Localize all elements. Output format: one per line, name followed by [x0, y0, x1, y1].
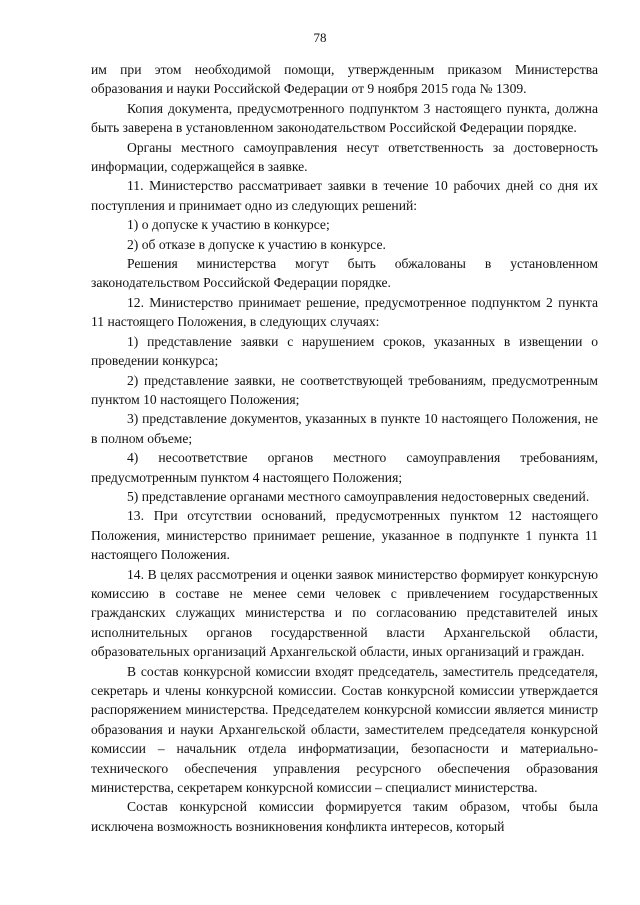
- list-item-12-5: 5) представление органами местного самоуправления недостоверных сведений.: [127, 488, 590, 504]
- paragraph-responsibility: Органы местного самоуправления несут ответственность за достоверность информации, содержащейся в заявке.: [91, 139, 598, 175]
- page-number: 78: [313, 30, 327, 45]
- paragraph-clause-13: 13. При отсутствии оснований, предусмотренных пунктом 12 настоящего Положения, министерство принимает решение, указанное в подпункте 1 пункта 11 настоящего Положения.: [91, 508, 598, 563]
- paragraph-copy-certification: Копия документа, предусмотренного подпунктом 3 настоящего пункта, должна быть заверена в установленном законодательством Российской Федерации порядке.: [91, 100, 598, 136]
- list-item-12-4: 4) несоответствие органов местного самоуправления требованиям, предусмотренным пунктом 4 настоящего Положения;: [91, 450, 598, 485]
- paragraph-conflict-of-interest: Состав конкурсной комиссии формируется таким образом, чтобы была исключена возможность возникновения конфликта интересов, который: [91, 799, 598, 834]
- list-item-12-1: 1) представление заявки с нарушением сроков, указанных в извещении о проведении конкурса;: [91, 333, 598, 369]
- list-item-11-1: 1) о допуске к участию в конкурсе;: [127, 217, 330, 233]
- paragraph-commission-composition: В состав конкурсной комиссии входят председатель, заместитель председателя, секретарь и члены конкурсной комиссии. Состав конкурсной комиссии утверждается распоряжением министерства. Председателем конкурсной комиссии является министр образования и науки Архангельской области, заместителем председателя конкурсной комиссии – начальник отдела информатизации, безопасности и материально-технического обеспечения управления ресурсного обеспечения образования министерства, секретарем конкурсной комиссии – специалист министерства.: [91, 663, 598, 796]
- document-body: [91, 60, 598, 836]
- paragraph-clause-12: 12. Министерство принимает решение, предусмотренное подпунктом 2 пункта 11 настоящего Положения, в следующих случаях:: [91, 294, 598, 330]
- paragraph-clause-11: 11. Министерство рассматривает заявки в течение 10 рабочих дней со дня их поступления и принимает одно из следующих решений:: [91, 178, 598, 213]
- paragraph-clause-14: 14. В целях рассмотрения и оценки заявок министерство формирует конкурсную комиссию в составе не менее семи человек с привлечением государственных гражданских служащих министерства и по согласованию представителей иных исполнительных органов государственной власти Архангельской области, образовательных организаций Архангельской области, иных организаций и граждан.: [91, 566, 598, 660]
- paragraph-appeal: Решения министерства могут быть обжалованы в установленном законодательством Российской Федерации порядке.: [91, 256, 598, 291]
- paragraph-continuation: им при этом необходимой помощи, утвержденным приказом Министерства образования и науки Российской Федерации от 9 ноября 2015 года № 1309.: [91, 62, 598, 97]
- list-item-11-2: 2) об отказе в допуске к участию в конкурсе.: [127, 236, 386, 252]
- list-item-12-3: 3) представление документов, указанных в пункте 10 настоящего Положения, не в полном объеме;: [91, 411, 598, 446]
- list-item-12-2: 2) представление заявки, не соответствующей требованиям, предусмотренным пунктом 10 настоящего Положения;: [91, 372, 598, 407]
